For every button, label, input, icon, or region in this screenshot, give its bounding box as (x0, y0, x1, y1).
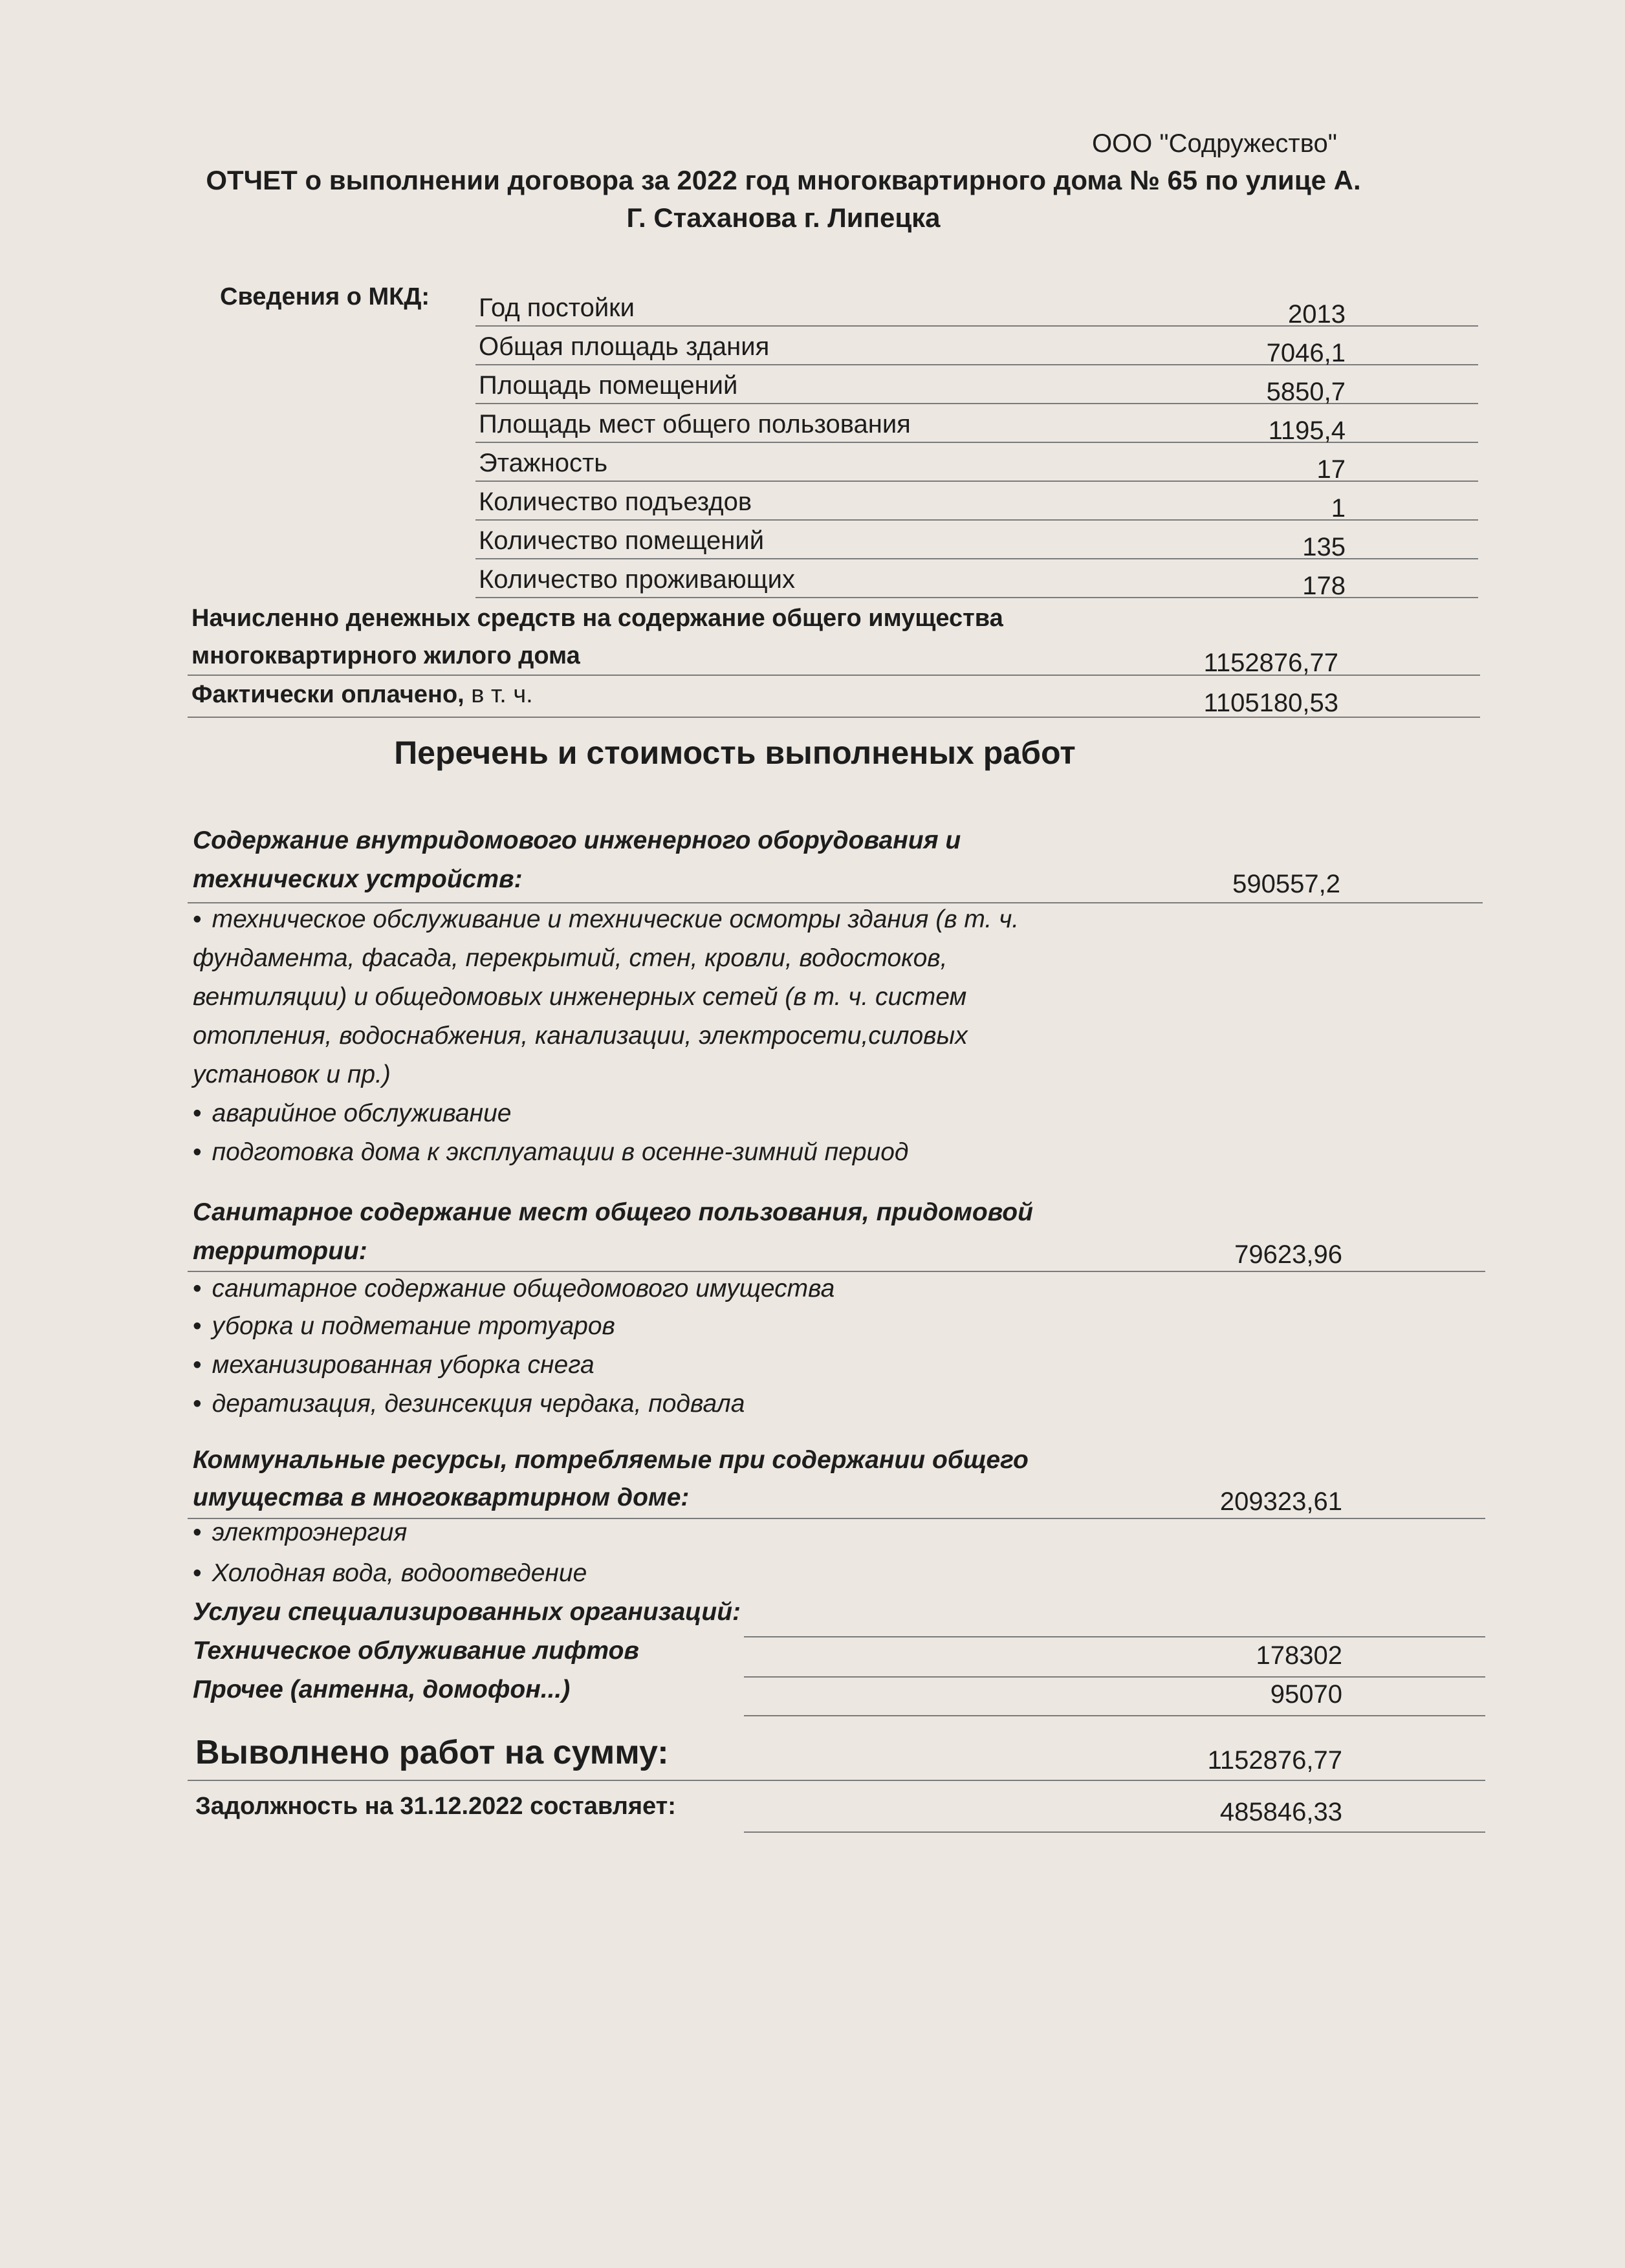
mkd-row-label: Количество проживающих (479, 565, 796, 594)
mkd-row-label: Количество подъездов (479, 488, 752, 516)
section2-title-line2: территории: (193, 1237, 367, 1265)
divider (744, 1636, 1485, 1637)
mkd-row-value: 5850,7 (1266, 378, 1346, 406)
mkd-label: Сведения о МКД: (220, 283, 430, 310)
bullet-dot-icon: • (193, 1275, 202, 1302)
mkd-row (475, 325, 1478, 365)
bullet-dot-icon: • (193, 1138, 202, 1166)
mkd-row-label: Год постойки (479, 294, 635, 322)
works-heading-text: Перечень и стоимость выполненых работ (394, 735, 1076, 771)
bullet-text: дератизация, дезинсекция чердака, подвала (212, 1390, 745, 1418)
bullet-dot-icon: • (193, 1518, 202, 1546)
bullet-item (193, 1554, 587, 1593)
bullet-text: подготовка дома к эксплуатации в осенне-зимний период (212, 1138, 909, 1166)
accrued-value: 1152876,77 (1203, 649, 1338, 677)
mkd-row-label: Этажность (479, 449, 608, 477)
report-title (0, 162, 1625, 237)
other-label: Прочее (антенна, домофон...) (193, 1676, 571, 1703)
bullet-item (193, 1269, 834, 1308)
bullet-dot-icon: • (193, 1312, 202, 1340)
report-title-line2: Г. Стаханова г. Липецка (626, 202, 941, 233)
bullet-continuation: фундамента, фасада, перекрытий, стен, кровли, водостоков, (193, 944, 948, 972)
bullet-continuation: вентиляции) и общедомовых инженерных сетей (в т. ч. систем (193, 983, 967, 1011)
total-value: 1152876,77 (1207, 1746, 1342, 1775)
mkd-row-value: 17 (1316, 455, 1346, 484)
bullet-text: электроэнергия (212, 1518, 408, 1546)
mkd-row (475, 364, 1478, 404)
company-name: ООО "Содружество" (1091, 129, 1337, 158)
section1-value: 590557,2 (1232, 870, 1340, 898)
lift-value: 178302 (1256, 1641, 1342, 1670)
lift-label: Техническое облуживание лифтов (193, 1637, 639, 1665)
divider (188, 675, 1480, 676)
bullet-text: Холодная вода, водоотведение (212, 1559, 587, 1587)
bullet-item (193, 1385, 745, 1423)
mkd-row-label: Количество помещений (479, 526, 765, 555)
section3-title-line1: Коммунальные ресурсы, потребляемые при содержании общего (193, 1446, 1029, 1474)
bullet-text: санитарное содержание общедомового имущества (212, 1275, 835, 1302)
bullet-item (193, 1094, 511, 1133)
mkd-row (475, 519, 1478, 559)
mkd-row (475, 442, 1478, 482)
other-value: 95070 (1270, 1680, 1342, 1709)
bullet-item (193, 1346, 594, 1385)
mkd-row-value: 1 (1331, 494, 1346, 523)
section3-value: 209323,61 (1219, 1487, 1342, 1516)
bullet-dot-icon: • (193, 1099, 202, 1127)
section2-value: 79623,96 (1234, 1240, 1342, 1269)
bullet-dot-icon: • (193, 1351, 202, 1379)
bullet-text: механизированная уборка снега (212, 1351, 594, 1379)
works-heading (0, 734, 1625, 772)
debt-value: 485846,33 (1219, 1798, 1342, 1826)
bullet-continuation: установок и пр.) (193, 1061, 391, 1088)
bullet-item (193, 1513, 407, 1552)
bullet-continuation: отопления, водоснабжения, канализации, электросети,силовых (193, 1022, 968, 1050)
divider (188, 1780, 1485, 1781)
section4-title: Услуги специализированных организаций: (193, 1598, 741, 1626)
bullet-text: аварийное обслуживание (212, 1099, 512, 1127)
section1-title-line2: технических устройств: (193, 865, 523, 893)
section1-title-line1: Содержание внутридомового инженерного оборудования и (193, 826, 961, 854)
mkd-row (475, 286, 1478, 327)
report-title-line1: ОТЧЕТ о выполнении договора за 2022 год многоквартирного дома № 65 по улице А. (206, 165, 1361, 195)
paid-label-bold: Фактически оплачено, (191, 681, 464, 708)
bullet-dot-icon: • (193, 1559, 202, 1587)
mkd-row (475, 403, 1478, 443)
bullet-dot-icon: • (193, 1390, 202, 1418)
bullet-text: техническое обслуживание и технические осмотры здания (в т. ч. (212, 905, 1020, 933)
accrued-label-line2: многоквартирного жилого дома (191, 642, 580, 669)
divider (188, 717, 1480, 718)
bullet-dot-icon: • (193, 905, 202, 933)
divider (744, 1715, 1485, 1716)
mkd-row (475, 481, 1478, 521)
debt-label: Задолжность на 31.12.2022 составляет: (195, 1793, 676, 1820)
bullet-item (193, 1307, 615, 1346)
mkd-row-value: 1195,4 (1268, 416, 1346, 445)
mkd-row (475, 558, 1478, 598)
accrued-label-line1: Начисленно денежных средств на содержание общего имущества (191, 605, 1003, 632)
bullet-item (193, 1133, 908, 1172)
mkd-row-label: Общая площадь здания (479, 332, 770, 361)
mkd-row-value: 178 (1302, 572, 1346, 600)
divider (744, 1831, 1485, 1833)
paid-value: 1105180,53 (1203, 689, 1338, 717)
mkd-row-value: 2013 (1288, 300, 1346, 329)
mkd-row-value: 7046,1 (1266, 339, 1346, 367)
divider (744, 1676, 1485, 1678)
section3-title-line2: имущества в многоквартирном доме: (193, 1484, 690, 1511)
mkd-row-value: 135 (1302, 533, 1346, 561)
mkd-row-label: Площадь мест общего пользования (479, 410, 911, 438)
bullet-item (193, 900, 1019, 939)
section2-title-line1: Санитарное содержание мест общего пользования, придомовой (193, 1198, 1033, 1226)
mkd-row-label: Площадь помещений (479, 371, 738, 400)
paid-label-rest: в т. ч. (464, 681, 533, 708)
paid-label (191, 681, 533, 709)
bullet-text: уборка и подметание тротуаров (212, 1312, 615, 1340)
total-label: Выволнено работ на сумму: (195, 1734, 669, 1771)
